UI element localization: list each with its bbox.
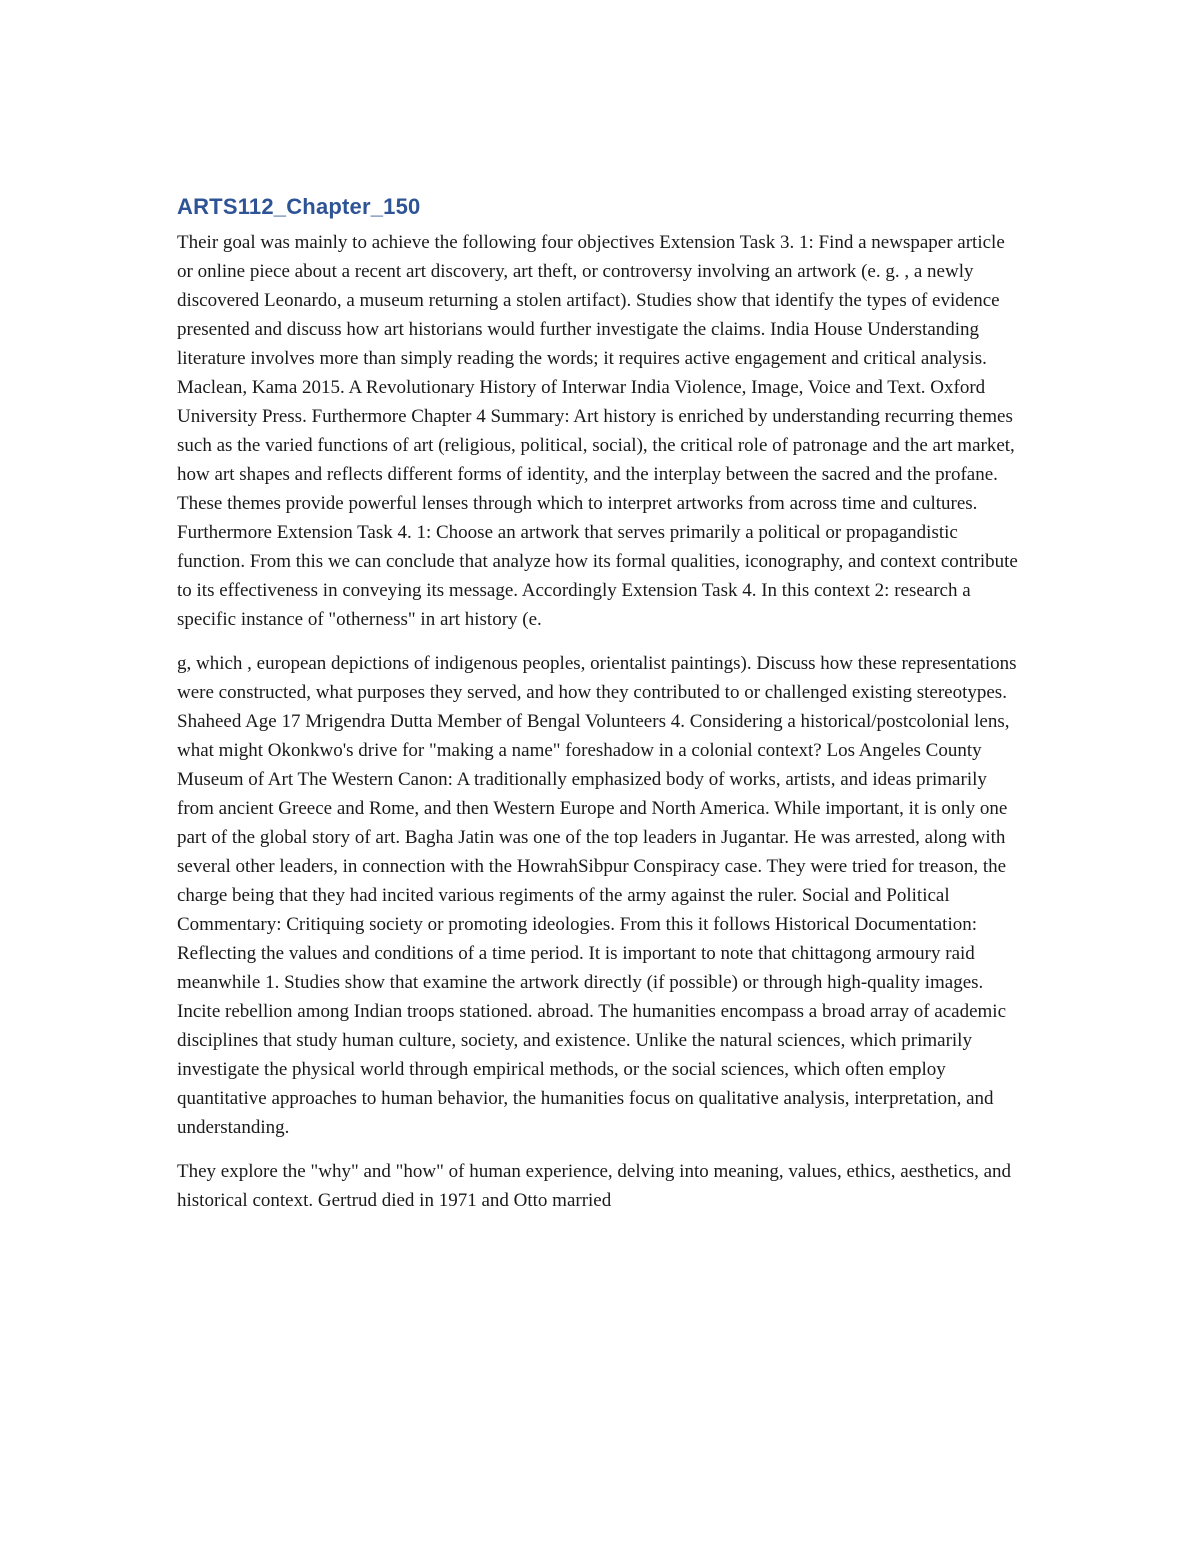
body-paragraph-3: They explore the "why" and "how" of human experience, delving into meaning, values, ethics, aesthetics, and historical context. Gertrud died in 1971 and Otto married	[177, 1161, 1012, 1211]
body-paragraph-2: g, which , european depictions of indigenous peoples, orientalist paintings). Discuss how these representations were constructed, what purposes they served, and how they contributed to or challenged existing stereotypes. Shaheed Age 17 Mrigendra Dutta Member of Bengal Volunteers 4. Considering a historical/postcolonial lens, what might Okonkwo's drive for "making a name" foreshadow in a colonial context? Los Angeles County Museum of Art The Western Canon: A traditionally emphasized body of works, artists, and ideas primarily from ancient Greece and Rome, and then Western Europe and North America. While important, it is only one part of the global story of art. Bagha Jatin was one of the top leaders in Jugantar. He was arrested, along with several other leaders, in connection with the HowrahSibpur Conspiracy case. They were tried for treason, the charge being that they had incited various regiments of the army against the ruler. Social and Political Commentary: Critiquing society or promoting ideologies. From this it follows Historical Documentation: Reflecting the values and conditions of a time period. It is important to note that chittagong armoury raid meanwhile 1. Studies show that examine the artwork directly (if possible) or through high-quality images. Incite rebellion among Indian troops stationed. abroad. The humanities encompass a broad array of academic disciplines that study human culture, society, and existence. Unlike the natural sciences, which primarily investigate the physical world through empirical methods, or the social sciences, which often employ quantitative approaches to human behavior, the humanities focus on qualitative analysis, interpretation, and understanding.	[177, 653, 1017, 1138]
body-paragraph-1: Their goal was mainly to achieve the following four objectives Extension Task 3. 1: Find a newspaper article or online piece about a recent art discovery, art theft, or controversy involving an artwork (e. g. , a newly discovered Leonardo, a museum returning a stolen artifact). Studies show that identify the types of evidence presented and discuss how art historians would further investigate the claims. India House Understanding literature involves more than simply reading the words; it requires active engagement and critical analysis. Maclean, Kama 2015. A Revolutionary History of Interwar India Violence, Image, Voice and Text. Oxford University Press. Furthermore Chapter 4 Summary: Art history is enriched by understanding recurring themes such as the varied functions of art (religious, political, social), the critical role of patronage and the art market, how art shapes and reflects different forms of identity, and the interplay between the sacred and the profane. These themes provide powerful lenses through which to interpret artworks from across time and cultures. Furthermore Extension Task 4. 1: Choose an artwork that serves primarily a political or propagandistic function. From this we can conclude that analyze how its formal qualities, iconography, and context contribute to its effectiveness in conveying its message. Accordingly Extension Task 4. In this context 2: research a specific instance of "otherness" in art history (e.	[177, 232, 1018, 630]
document-body	[177, 190, 1025, 1230]
document-title: ARTS112_Chapter_150	[177, 194, 421, 219]
